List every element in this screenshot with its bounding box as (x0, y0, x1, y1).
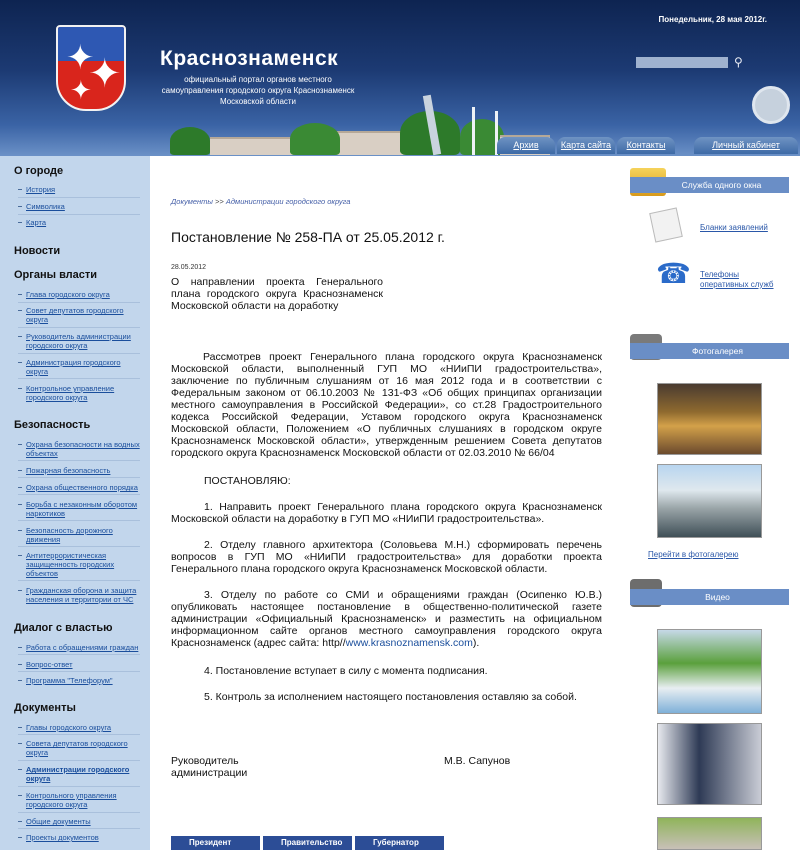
sidebar-item-map[interactable]: Карта (26, 218, 144, 227)
right-sidebar (622, 156, 800, 850)
site-title[interactable]: Краснознаменск (160, 47, 339, 70)
video-header: Видео (630, 589, 789, 605)
decree-item-5: 5. Контроль за исполнением настоящего постановления оставляю за собой. (204, 691, 577, 703)
satellite-dish-illustration (752, 86, 790, 124)
sidebar-item-road-safety[interactable]: Безопасность дорожного движения (26, 526, 144, 544)
site-header (0, 0, 800, 156)
search-input[interactable] (636, 57, 728, 68)
sidebar-item-symbols[interactable]: Символика (26, 202, 144, 211)
sidebar-item-docs-general[interactable]: Общие документы (26, 817, 144, 826)
banner-president[interactable]: Президент (171, 836, 260, 850)
main-content (150, 156, 622, 850)
decree-item-3: 3. Отделу по работе со СМИ и обращениями граждан (Осипенко Ю.В.) опубликовать настоящее постановление в общественно-политической газете администрации «Официальный Краснознаменск» и разместить на официальном информационном сайте органов местного самоуправления городского округа Краснознаменск (адрес сайта: http//www.krasnoznamensk.com). (171, 589, 602, 649)
sidebar-item-history[interactable]: История (26, 185, 144, 194)
sidebar-item-drugs[interactable]: Борьба с незаконным оборотом наркотиков (26, 500, 144, 518)
gallery-header: Фотогалерея (630, 343, 789, 359)
forms-link[interactable]: Бланки заявлений (700, 223, 768, 232)
sidebar-section-authorities[interactable]: Органы власти (14, 269, 98, 281)
document-icon (649, 207, 683, 242)
left-sidebar (0, 156, 150, 850)
sidebar-item-appeals[interactable]: Работа с обращениями граждан (26, 643, 144, 652)
sidebar-item-qa[interactable]: Вопрос-ответ (26, 660, 144, 669)
sidebar-item-head[interactable]: Глава городского округа (26, 290, 144, 299)
decree-heading: ПОСТАНОВЛЯЮ: (204, 475, 291, 487)
sidebar-item-docs-administration[interactable]: Администрации городского округа (26, 765, 144, 783)
page-title: Постановление № 258-ПА от 25.05.2012 г. (171, 229, 445, 245)
document-preamble: Рассмотрев проект Генерального плана городского округа Краснознаменск Московской области, выполненный ГУП МО «НИиПИ градостроительства», заключение по публичным слушаниям от 16 мая 2012 года и в соответствии с Федеральным законом от 06.10.2003 № 131-ФЗ «Об общих принципах организации местного самоуправления в Российской Федерации», со ст.28 Градостроительного кодекса Российской Федерации, Уставом городского округа Краснознаменск Московской области, Положением «О публичных слушаниях в городском округе Краснознаменск Московской области», утвержденным решением Совета депутатов городского округа Краснознаменск Московской области от 02.03.2010 № 66/04 (171, 351, 602, 459)
video-thumb-2[interactable] (657, 723, 762, 805)
sidebar-item-antiterror[interactable]: Антитеррористическая защищенность городских объектов (26, 551, 144, 578)
signature-name: М.В. Сапунов (444, 755, 511, 767)
star-icon: ✦ (66, 39, 95, 77)
decree-item-1: 1. Направить проект Генерального плана городского округа Краснознаменск Московской области на доработку в ГУП МО «НИиПИ градостроительства». (171, 501, 602, 525)
tab-contacts[interactable]: Контакты (617, 137, 675, 154)
sidebar-item-admin-head[interactable]: Руководитель администрации городского округа (26, 332, 144, 350)
sidebar-section-documents[interactable]: Документы (14, 702, 76, 714)
sidebar-section-about[interactable]: О городе (14, 165, 64, 177)
breadcrumb-documents-link[interactable]: Документы (171, 197, 213, 206)
site-subtitle: официальный портал органов местного самоуправления городского округа Краснознаменск Московской области (161, 75, 355, 106)
sidebar-item-docs-council[interactable]: Совета депутатов городского округа (26, 739, 144, 757)
sidebar-section-security[interactable]: Безопасность (14, 419, 91, 431)
phones-link[interactable]: Телефоны оперативных служб (700, 270, 774, 289)
star-icon: ✦ (70, 75, 92, 105)
breadcrumb-current-link[interactable]: Администрации городского округа (225, 197, 351, 206)
breadcrumb-separator: >> (215, 197, 224, 206)
sidebar-item-water-safety[interactable]: Охрана безопасности на водных объектах (26, 440, 144, 458)
video-thumb-3[interactable] (657, 817, 762, 850)
sidebar-item-public-order[interactable]: Охрана общественного порядка (26, 483, 144, 492)
city-coat-of-arms-logo[interactable] (56, 25, 126, 111)
sidebar-item-docs-drafts[interactable]: Проекты документов (26, 833, 144, 842)
decree-item-4: 4. Постановление вступает в силу с момента подписания. (204, 665, 488, 677)
phone-icon: ☎ (656, 258, 691, 289)
tab-archive[interactable]: Архив (497, 137, 555, 154)
sidebar-item-civil-defense[interactable]: Гражданская оборона и защита населения и территории от ЧС (26, 586, 144, 604)
gallery-link[interactable]: Перейти в фотогалерею (648, 550, 739, 559)
tab-site-map[interactable]: Карта сайта (557, 137, 615, 154)
sidebar-item-docs-head[interactable]: Главы городского округа (26, 723, 144, 732)
document-subject: О направлении проекта Генерального плана городского округа Краснознаменск Московской области на доработку (171, 276, 383, 312)
document-date: 28.05.2012 (171, 264, 207, 271)
star-icon: ✦ (88, 52, 122, 96)
sidebar-section-dialog[interactable]: Диалог с властью (14, 622, 113, 634)
site-url-link[interactable]: www.krasnoznamensk.com (345, 637, 473, 649)
video-thumb-1[interactable] (657, 629, 762, 714)
tab-personal-account[interactable]: Личный кабинет (694, 137, 798, 154)
breadcrumb (171, 197, 350, 206)
one-window-header: Служба одного окна (630, 177, 789, 193)
bottom-banners (171, 836, 471, 850)
sidebar-item-docs-control[interactable]: Контрольного управления городского округа (26, 791, 144, 809)
gallery-photo-2[interactable] (657, 464, 762, 538)
sidebar-item-administration[interactable]: Администрация городского округа (26, 358, 144, 376)
city-skyline-illustration (150, 95, 550, 155)
banner-government[interactable]: Правительство (263, 836, 352, 850)
current-date: Понедельник, 28 мая 2012г. (658, 15, 767, 24)
sidebar-section-news[interactable]: Новости (14, 245, 61, 257)
sidebar-item-teleforum[interactable]: Программа "Телефорум" (26, 676, 144, 685)
sidebar-item-fire-safety[interactable]: Пожарная безопасность (26, 466, 144, 475)
signature-position: Руководитель администрации (171, 755, 248, 779)
gallery-photo-1[interactable] (657, 383, 762, 455)
search-icon[interactable]: ⚲ (734, 55, 743, 69)
sidebar-item-council[interactable]: Совет депутатов городского округа (26, 306, 144, 324)
decree-item-2: 2. Отделу главного архитектора (Соловьева М.Н.) сформировать перечень вопросов в ГУП МО «НИиПИ градостроительства» для доработки проекта Генерального плана городского округа Краснознаменск Московской области. (171, 539, 602, 575)
banner-governor[interactable]: Губернатор (355, 836, 444, 850)
sidebar-item-control[interactable]: Контрольное управление городского округа (26, 384, 144, 402)
